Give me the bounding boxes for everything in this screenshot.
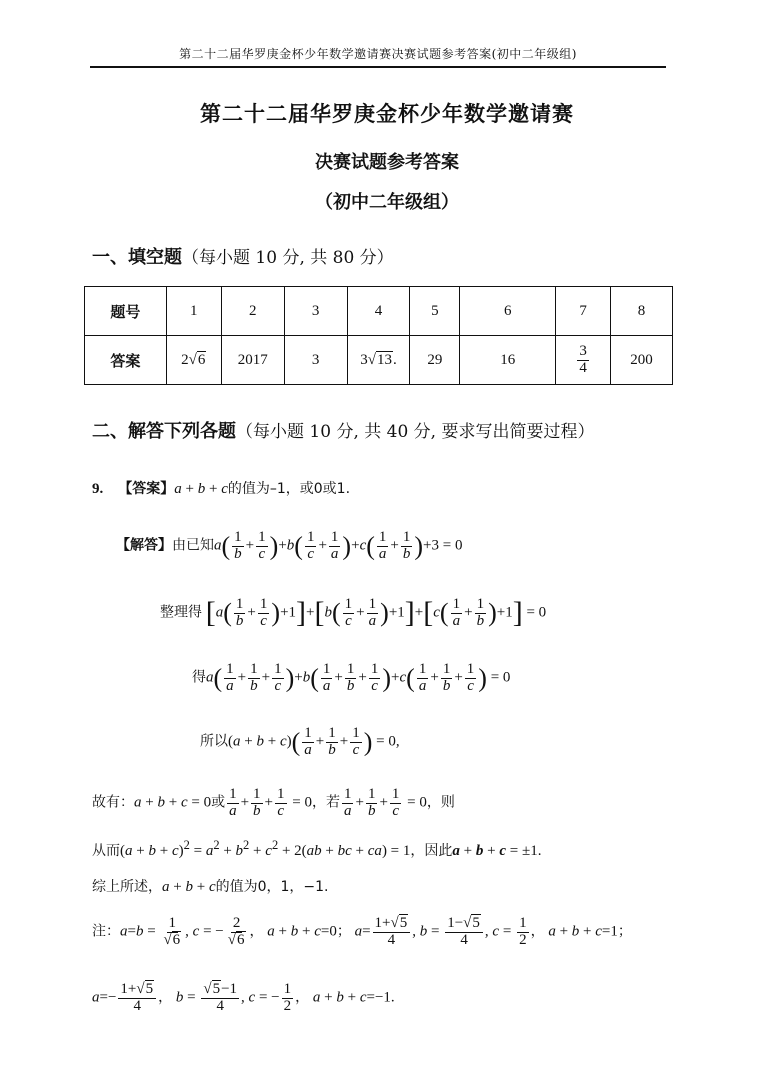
- answer-cell-3: 3: [284, 336, 347, 385]
- solution-line-summary: 综上所述，a + b + c的值为0，1，−1.: [92, 879, 329, 895]
- solution-line-obtain: 得a( $\frac{1}{a}$ + $\frac{1}{b}$ + $\frac{1}{c}$ )+b( $\frac{1}{a}$ + $\frac{1}{b}$ + $\frac{1}{c}$ )+c( $\frac{1}{a}$ + $\frac{1}{b}$ + $\frac{1}{c}$ ) = 0: [192, 661, 511, 694]
- question-number: 5: [410, 287, 460, 336]
- question-number: 7: [556, 287, 611, 336]
- answer-cell-4: 3√13.: [347, 336, 410, 385]
- answer-cell-2: 2017: [221, 336, 284, 385]
- question-number: 4: [347, 287, 410, 336]
- solution-line-therefore: 所以(a + b + c)( $\frac{1}{a}$ + $\frac{1}{b}$ + $\frac{1}{c}$ ) = 0,: [200, 725, 400, 758]
- section-title: 二、解答下列各题: [92, 421, 236, 442]
- question-number: 2: [221, 287, 284, 336]
- solution-line-simplify: 整理得 [a( $\frac{1}{b}$ + $\frac{1}{c}$ )+1]+[b( $\frac{1}{c}$ + $\frac{1}{a}$ )+1]+[c( $\frac{1}{a}$ + $\frac{1}{b}$ )+1] = 0: [160, 595, 547, 629]
- note-line-1: 注：a=b = $\frac{1}{√6}$ , c = − $\frac{2}{√6}$ ， a + b + c=0； a= $\frac{1+√5}{4}$ , b = $\frac{1-√5}{4}$ , c = $\frac{1}{2}$ ， a + b + c=1；: [92, 915, 632, 948]
- answer-cell-5: 29: [410, 336, 460, 385]
- section-note: （每小题 10 分, 共 80 分）: [182, 248, 394, 268]
- document-title: 第二十二届华罗庚金杯少年数学邀请赛: [200, 101, 574, 126]
- section-note: （每小题 10 分, 共 40 分, 要求写出简要过程）: [236, 422, 595, 442]
- answer-cell-7: $\frac{3}{4}$: [556, 336, 611, 385]
- question-number: 6: [460, 287, 556, 336]
- section-title: 一、填空题: [92, 247, 182, 268]
- solution-line-given: 【解答】由已知a( $\frac{1}{b}$ + $\frac{1}{c}$ )+b( $\frac{1}{c}$ + $\frac{1}{a}$ )+c( $\frac{1}{a}$ + $\frac{1}{b}$ )+3 = 0: [116, 529, 463, 562]
- section-solutions-heading: [92, 417, 595, 443]
- note-line-2: a=− $\frac{1+√5}{4}$ ， b = $\frac{√5-1}{4}$ , c = − $\frac{1}{2}$ ， a + b + c=−1.: [92, 981, 395, 1014]
- answer-cell-6: 16: [460, 336, 556, 385]
- answer-cell-8: 200: [611, 336, 673, 385]
- row-header-answer: 答案: [85, 336, 167, 385]
- answer-table: [84, 286, 673, 385]
- answer-cell-1: 2√6: [166, 336, 221, 385]
- question-number: 3: [284, 287, 347, 336]
- question-number: 8: [611, 287, 673, 336]
- table-row-answers: [85, 336, 673, 385]
- running-header: 第二十二届华罗庚金杯少年数学邀请赛决赛试题参考答案(初中二年级组): [90, 44, 666, 68]
- grade-group: （初中二年级组）: [315, 192, 459, 213]
- solution-line-thus: 从而$(a + b + c)^2 = a^2 + b^2 + c^2 + 2(ab$ + bc + ca) = 1，因此a + b + c = ±1.: [92, 838, 542, 859]
- question-number: 1: [166, 287, 221, 336]
- problem-9-answer: 9. 【答案】a + b + c的值为–1，或0或1.: [92, 481, 351, 497]
- document-subtitle: 决赛试题参考答案: [315, 152, 459, 173]
- row-header-number: 题号: [85, 287, 167, 336]
- section-fill-in-heading: [92, 243, 394, 269]
- table-row-numbers: [85, 287, 673, 336]
- solution-line-hence: 故有：a + b + c = 0或 $\frac{1}{a}$ + $\frac{1}{b}$ + $\frac{1}{c}$ = 0，若 $\frac{1}{a}$ + $\frac{1}{b}$ + $\frac{1}{c}$ = 0，则: [92, 786, 455, 819]
